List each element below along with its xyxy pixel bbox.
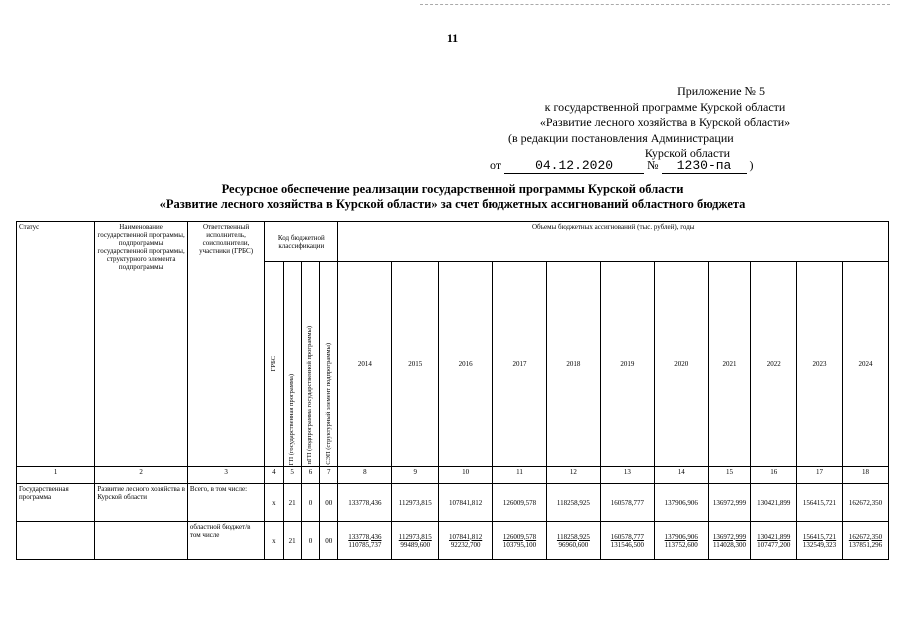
row-value: 136972,999: [708, 484, 751, 522]
column-index: 11: [493, 467, 547, 484]
row-value: 126009,578: [493, 484, 547, 522]
column-index-row: [17, 467, 889, 484]
header-year: 2018: [546, 262, 600, 467]
header-responsible: Ответственный исполнитель, соисполнители, участники (ГРБС): [187, 222, 264, 467]
column-index: 1: [17, 467, 95, 484]
header-year: 2016: [439, 262, 493, 467]
row-grbs: х: [265, 522, 283, 560]
row-value: 133778,436: [338, 484, 392, 522]
header-year: 2014: [338, 262, 392, 467]
row-value-pair: 162672,350 137851,296: [842, 522, 888, 560]
column-index: 8: [338, 467, 392, 484]
row-responsible: Всего, в том числе:: [187, 484, 264, 522]
column-index: 4: [265, 467, 283, 484]
resolution-number: 1230-па: [662, 158, 747, 174]
header-year: 2022: [751, 262, 797, 467]
number-prefix: №: [647, 158, 659, 172]
row-value: 162672,350: [842, 484, 888, 522]
row-sep: 00: [320, 484, 338, 522]
close-paren: ): [749, 158, 754, 172]
header-year: 2023: [797, 262, 843, 467]
row-pgp: 0: [301, 484, 319, 522]
row-name: [95, 522, 188, 560]
header-year: 2019: [600, 262, 654, 467]
row-grbs: х: [265, 484, 283, 522]
budget-table: [16, 221, 889, 560]
row-value: 160578,777: [600, 484, 654, 522]
header-code: Код бюджетной классификации: [265, 222, 338, 262]
header-gp: ГП (государственная программа): [283, 262, 301, 467]
appendix-line-5: Курской области: [644, 146, 730, 160]
column-index: 5: [283, 467, 301, 484]
page-number: 11: [446, 31, 459, 45]
header-status: Статус: [17, 222, 95, 467]
row-value: 156415,721: [797, 484, 843, 522]
column-index: 17: [797, 467, 843, 484]
resolution-reference: [490, 158, 754, 174]
table-row: [17, 484, 889, 522]
column-index: 14: [654, 467, 708, 484]
column-index: 13: [600, 467, 654, 484]
column-index: 15: [708, 467, 751, 484]
header-volumes: Объемы бюджетных ассигнований (тыс. рублей), годы: [338, 222, 889, 262]
row-value: 112973,815: [392, 484, 439, 522]
title-line-2: «Развитие лесного хозяйства в Курской области» за счет бюджетных ассигнований областного бюджета: [159, 197, 746, 211]
date-prefix: от: [490, 158, 502, 172]
column-index: 10: [439, 467, 493, 484]
header-grbs: ГРБС: [265, 262, 283, 467]
column-index: 16: [751, 467, 797, 484]
row-value-pair: 126009,578 103795,100: [493, 522, 547, 560]
row-name: Развитие лесного хозяйства в Курской области: [95, 484, 188, 522]
appendix-line-1: Приложение № 5: [677, 84, 765, 98]
scan-dash-line: [420, 4, 890, 5]
row-value-pair: 160578,777 131546,500: [600, 522, 654, 560]
row-sep: 00: [320, 522, 338, 560]
document-title: [0, 182, 905, 212]
row-status: Государственная программа: [17, 484, 95, 522]
header-sep: СЭП (структурный элемент подпрограммы): [320, 262, 338, 467]
resolution-date: 04.12.2020: [504, 158, 644, 174]
column-index: 9: [392, 467, 439, 484]
title-line-1: Ресурсное обеспечение реализации государственной программы Курской области: [221, 182, 684, 196]
column-index: 7: [320, 467, 338, 484]
column-index: 2: [95, 467, 188, 484]
table-row: [17, 522, 889, 560]
row-value-pair: 118258,925 96960,600: [546, 522, 600, 560]
row-value: 130421,899: [751, 484, 797, 522]
row-status: [17, 522, 95, 560]
header-year: 2015: [392, 262, 439, 467]
column-index: 6: [301, 467, 319, 484]
column-index: 3: [187, 467, 264, 484]
column-index: 12: [546, 467, 600, 484]
header-name: Наименование государственной программы, подпрограммы государственной программы, структурного элемента подпрограммы: [95, 222, 188, 467]
row-value-pair: 137906,906 113752,600: [654, 522, 708, 560]
row-responsible: областной бюджет/в том числе: [187, 522, 264, 560]
appendix-line-2: к государственной программе Курской области: [544, 99, 786, 114]
header-year: 2021: [708, 262, 751, 467]
row-value-pair: 112973,815 99489,600: [392, 522, 439, 560]
appendix-line-4: (в редакции постановления Администрации: [508, 130, 734, 145]
header-year: 2017: [493, 262, 547, 467]
row-value-pair: 136972,999 114028,300: [708, 522, 751, 560]
row-value-pair: 130421,899 107477,200: [751, 522, 797, 560]
appendix-line-3: «Развитие лесного хозяйства в Курской области»: [539, 115, 791, 129]
header-pgp: пГП (подпрограмма государственной программы): [301, 262, 319, 467]
row-value: 107841,812: [439, 484, 493, 522]
row-value: 137906,906: [654, 484, 708, 522]
header-year: 2020: [654, 262, 708, 467]
row-gp: 21: [283, 522, 301, 560]
row-value-pair: 107841,812 92232,700: [439, 522, 493, 560]
row-value-pair: 133778,436 110785,737: [338, 522, 392, 560]
column-index: 18: [842, 467, 888, 484]
row-gp: 21: [283, 484, 301, 522]
header-year: 2024: [842, 262, 888, 467]
row-value-pair: 156415,721 132549,323: [797, 522, 843, 560]
row-pgp: 0: [301, 522, 319, 560]
appendix-header: [480, 84, 850, 162]
row-value: 118258,925: [546, 484, 600, 522]
